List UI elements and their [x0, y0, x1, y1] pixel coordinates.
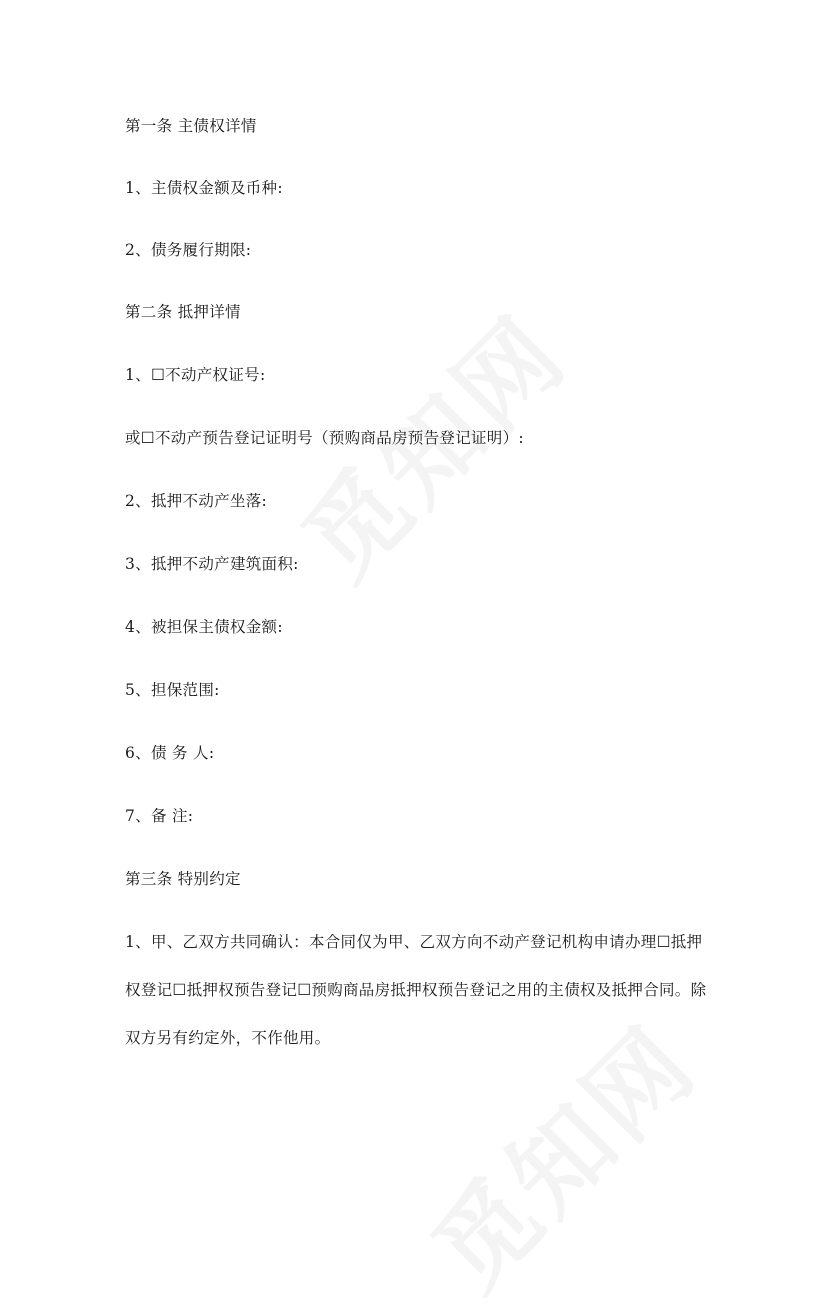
property-location-line: 2、抵押不动产坐落:	[125, 492, 268, 510]
guarantee-scope-line: 5、担保范围:	[125, 681, 220, 699]
secured-amount-line: 4、被担保主债权金额:	[125, 618, 283, 636]
property-certificate-line: 1、☐不动产权证号:	[125, 366, 266, 384]
article-3-heading: 第三条 特别约定	[125, 870, 241, 888]
debtor-line: 6、债 务 人:	[125, 744, 215, 762]
principal-amount-line: 1、主债权金额及币种:	[125, 179, 283, 197]
article-1-heading: 第一条 主债权详情	[125, 117, 257, 135]
article-2-heading: 第二条 抵押详情	[125, 303, 241, 321]
remarks-line: 7、备 注:	[125, 807, 194, 825]
debt-term-line: 2、债务履行期限:	[125, 241, 252, 259]
property-area-line: 3、抵押不动产建筑面积:	[125, 555, 299, 573]
presale-certificate-line: 或☐不动产预告登记证明号（预购商品房预告登记证明）:	[125, 429, 524, 447]
special-agreement-paragraph: 1、甲、乙双方共同确认：本合同仅为甲、乙双方向不动产登记机构申请办理☐抵押权登记☐抵押权预告登记☐预购商品房抵押权预告登记之用的主债权及抵押合同。除双方另有约定外，不作他用。	[125, 933, 707, 1047]
